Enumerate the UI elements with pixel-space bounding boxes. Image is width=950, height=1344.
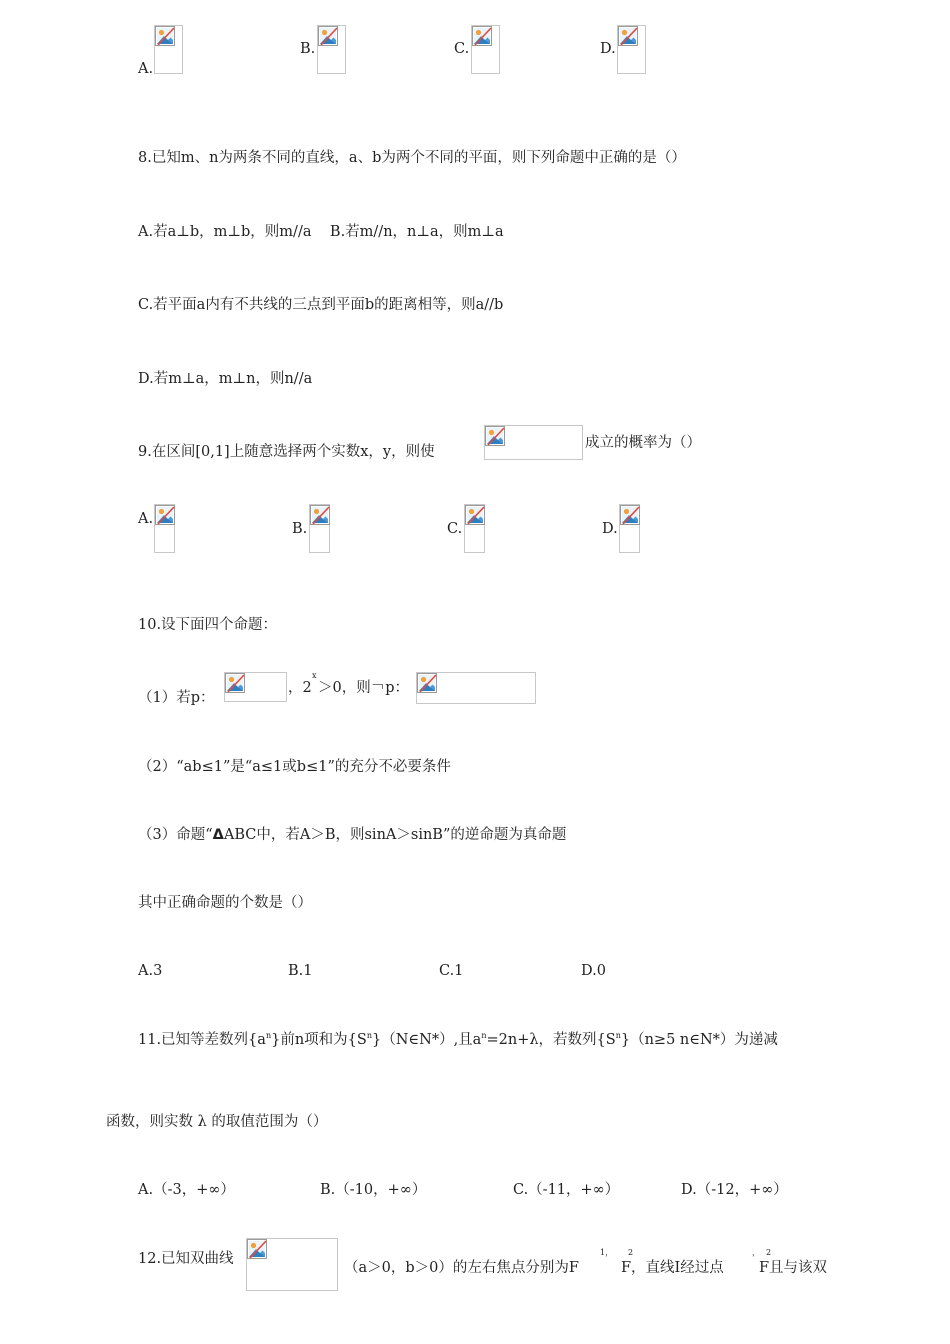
q10-option-a: A.3 [138,963,163,979]
q9-option-a-image [154,504,175,553]
q12-stem-before: 12.已知双曲线 [138,1251,234,1267]
q9-option-c-image [464,504,485,553]
q10-p3-rest: ABC中，若A＞B，则sinA＞sinB”的逆命题为真命题 [223,827,567,843]
broken-image-icon [318,26,338,46]
q7-option-d-image [617,25,646,74]
q7-option-d-label: D. [600,41,616,57]
q8-stem: 8.已知m、n为两条不同的直线，a、b为两个不同的平面，则下列命题中正确的是（） [138,150,686,166]
q12-stem-mid: （a＞0，b＞0）的左右焦点分别为F [344,1260,579,1276]
q11-option-c: C.（-11，+∞） [513,1182,620,1198]
q10-p1-negation-image [416,672,536,704]
q9-option-b-label: B. [292,521,308,537]
q7-option-b-image [317,25,346,74]
q10-option-c: C.1 [439,963,464,979]
broken-image-icon [225,673,245,693]
broken-image-icon [620,505,640,525]
q10-p1-image [224,672,287,702]
q10-p1-prefix: （1）若p： [138,690,215,706]
q7-option-a-label: A. [138,61,154,77]
broken-image-icon [310,505,330,525]
q11-sup-1: n [265,1031,272,1040]
q11-text-4: =2n+λ，若数列{S [486,1031,616,1048]
q9-stem-after: 成立的概率为（） [585,435,701,451]
q11-line-2: 函数，则实数 λ 的取值范围为（） [106,1114,328,1130]
q9-option-b-image [309,504,330,553]
q11-option-d: D.（-12，+∞） [681,1182,788,1198]
q11-sup-4: n [615,1031,621,1040]
q8-option-d: D.若m⊥a，m⊥n，则n//a [138,371,313,387]
broken-image-icon [618,26,638,46]
broken-image-icon [155,505,175,525]
q10-stem: 10.设下面四个命题： [138,617,278,633]
q9-option-a-label: A. [138,511,154,527]
q11-option-b: B.（-10，+∞） [320,1182,427,1198]
q10-p3 [138,828,566,843]
q10-option-d: D.0 [581,963,606,979]
q9-stem-before: 9.在区间[0,1]上随意选择两个实数x，y，则使 [138,444,435,460]
q8-options-ab: A.若a⊥b，m⊥b，则m//a B.若m//n，n⊥a，则m⊥a [138,224,504,240]
q12-sub-3: ， [752,1248,760,1257]
q9-option-d-image [619,504,640,553]
q9-formula-image [484,425,583,460]
q12-sub-1: 1， [600,1248,614,1257]
q7-option-c-label: C. [454,41,470,57]
delta-symbol: Δ [212,827,224,843]
broken-image-icon [465,505,485,525]
q12-stem-f3: F且与该双 [759,1260,828,1276]
q8-option-c: C.若平面a内有不共线的三点到平面b的距离相等，则a//b [138,297,504,313]
q11-text-2: }前n项和为{S [271,1031,367,1048]
q9-option-d-label: D. [602,521,618,537]
q10-option-b: B.1 [288,963,313,979]
q11-sup-2: n [366,1031,372,1040]
broken-image-icon [247,1239,267,1259]
q7-option-a-image [154,25,183,74]
q10-p2: （2）“ab≤1”是“a≤1或b≤1”的充分不必要条件 [138,759,451,775]
q12-hyperbola-image [246,1238,338,1291]
q10-ask: 其中正确命题的个数是（） [138,895,312,911]
q12-sub-2: 2 [628,1248,634,1257]
q7-option-b-label: B. [300,41,316,57]
q11-stem [138,1032,778,1047]
q11-option-a: A.（-3，+∞） [138,1182,235,1198]
q10-p1-mid: ，2 [288,680,312,696]
broken-image-icon [472,26,492,46]
q11-text-1: 11.已知等差数列{a [138,1031,266,1048]
broken-image-icon [417,673,437,693]
q12-sub-4: 2 [766,1248,772,1257]
q9-option-c-label: C. [447,521,463,537]
q11-text-5: }（n≥5 n∈N*）为递减 [620,1031,778,1048]
broken-image-icon [155,26,175,46]
q12-stem-f2: F，直线I经过点 [621,1260,724,1276]
q10-p1-exponent: x [312,671,317,680]
broken-image-icon [485,426,505,446]
q11-text-3: }（N∈N*）,且a [371,1031,482,1048]
q7-option-c-image [471,25,500,74]
q11-sup-3: n [481,1031,487,1040]
q10-p3-prefix: （3）命题“ [138,827,213,843]
q10-p1-after: ＞0，则￢p： [318,680,410,696]
